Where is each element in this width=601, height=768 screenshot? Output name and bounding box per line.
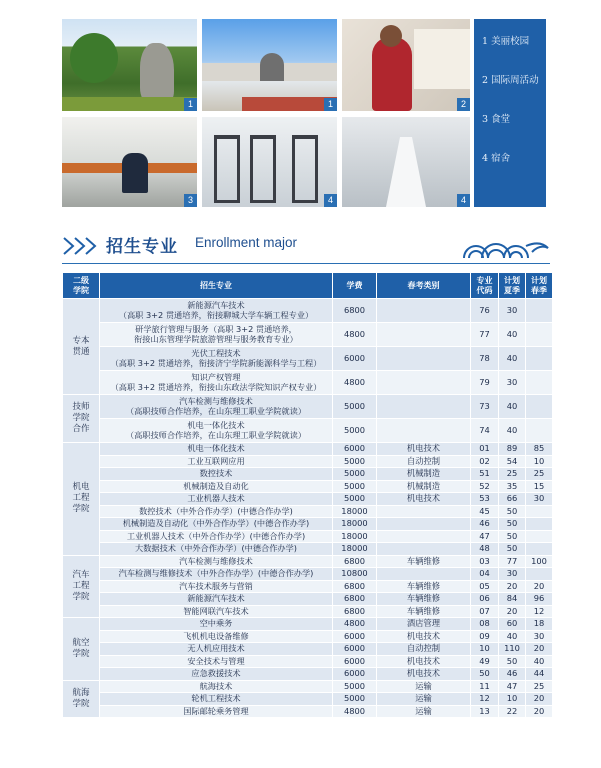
- table-row: [63, 643, 553, 656]
- major-cell: 智能网联汽车技术: [100, 605, 333, 618]
- category-cell: [377, 371, 471, 395]
- major-cell: 新能源汽车技术 （高职 3+2 贯通培养，衔接聊城大学车辆工程专业）: [100, 299, 333, 323]
- code-cell: 07: [471, 605, 499, 618]
- code-cell: 52: [471, 480, 499, 493]
- category-cell: 机电技术: [377, 493, 471, 506]
- category-cell: [377, 505, 471, 518]
- header-category: 春考类别: [377, 273, 471, 299]
- header-fee: 学费: [333, 273, 377, 299]
- photo-gallery: [62, 19, 546, 207]
- summer-plan-cell: 30: [499, 371, 526, 395]
- college-cell: 技师 学院 合作: [63, 395, 100, 443]
- major-cell: 工业机器人技术（中外合作办学）(中德合作办学): [100, 530, 333, 543]
- code-cell: 45: [471, 505, 499, 518]
- legend-item: 2 国际周活动: [482, 75, 539, 86]
- major-cell: 大数据技术（中外合作办学）(中德合作办学): [100, 543, 333, 556]
- category-cell: 机电技术: [377, 630, 471, 643]
- photo-dormitory-room: [202, 117, 337, 207]
- code-cell: 48: [471, 543, 499, 556]
- legend-item: 3 食堂: [482, 114, 511, 125]
- fee-cell: 18000: [333, 543, 377, 556]
- spring-plan-cell: 100: [526, 555, 553, 568]
- code-cell: 50: [471, 668, 499, 681]
- spring-plan-cell: 85: [526, 443, 553, 456]
- college-cell: 机电 工程 学院: [63, 443, 100, 556]
- major-cell: 汽车检测与维修技术（中外合作办学）(中德合作办学): [100, 568, 333, 581]
- category-cell: 机械制造: [377, 468, 471, 481]
- fee-cell: 6800: [333, 555, 377, 568]
- fee-cell: 6000: [333, 655, 377, 668]
- major-cell: 知识产权管理 （高职 3+2 贯通培养，衔接山东政法学院知识产权专业）: [100, 371, 333, 395]
- category-cell: [377, 568, 471, 581]
- table-row: [63, 323, 553, 347]
- category-cell: 车辆维修: [377, 580, 471, 593]
- wave-ornament-icon: [460, 230, 552, 260]
- code-cell: 13: [471, 705, 499, 718]
- major-cell: 工业互联网应用: [100, 455, 333, 468]
- fee-cell: 6000: [333, 443, 377, 456]
- code-cell: 11: [471, 680, 499, 693]
- major-cell: 汽车检测与维修技术 （高职技师合作培养，在山东理工职业学院就读）: [100, 395, 333, 419]
- fee-cell: 6800: [333, 593, 377, 606]
- summer-plan-cell: 40: [499, 323, 526, 347]
- summer-plan-cell: 25: [499, 468, 526, 481]
- major-cell: 工业机器人技术: [100, 493, 333, 506]
- table-row: [63, 705, 553, 718]
- code-cell: 73: [471, 395, 499, 419]
- spring-plan-cell: 25: [526, 468, 553, 481]
- spring-plan-cell: [526, 568, 553, 581]
- spring-plan-cell: [526, 518, 553, 531]
- summer-plan-cell: 84: [499, 593, 526, 606]
- spring-plan-cell: 20: [526, 580, 553, 593]
- category-cell: [377, 419, 471, 443]
- table-row: [63, 543, 553, 556]
- spring-plan-cell: [526, 543, 553, 556]
- category-cell: 运输: [377, 680, 471, 693]
- summer-plan-cell: 54: [499, 455, 526, 468]
- fee-cell: 18000: [333, 518, 377, 531]
- code-cell: 08: [471, 618, 499, 631]
- category-cell: [377, 299, 471, 323]
- spring-plan-cell: [526, 323, 553, 347]
- code-cell: 04: [471, 568, 499, 581]
- spring-plan-cell: 18: [526, 618, 553, 631]
- code-cell: 77: [471, 323, 499, 347]
- category-cell: 机电技术: [377, 668, 471, 681]
- summer-plan-cell: 89: [499, 443, 526, 456]
- photo-campus-building: [202, 19, 337, 111]
- summer-plan-cell: 50: [499, 655, 526, 668]
- header-code: 专业 代码: [471, 273, 499, 299]
- summer-plan-cell: 50: [499, 505, 526, 518]
- fee-cell: 5000: [333, 395, 377, 419]
- spring-plan-cell: [526, 419, 553, 443]
- summer-plan-cell: 35: [499, 480, 526, 493]
- header-summer: 计划 夏季: [499, 273, 526, 299]
- photo-campus-garden: [62, 19, 197, 111]
- summer-plan-cell: 50: [499, 530, 526, 543]
- table-row: [63, 371, 553, 395]
- table-row: [63, 395, 553, 419]
- spring-plan-cell: 96: [526, 593, 553, 606]
- category-cell: 车辆维修: [377, 593, 471, 606]
- fee-cell: 6000: [333, 668, 377, 681]
- summer-plan-cell: 40: [499, 419, 526, 443]
- fee-cell: 5000: [333, 419, 377, 443]
- summer-plan-cell: 60: [499, 618, 526, 631]
- table-row: [63, 299, 553, 323]
- table-row: [63, 693, 553, 706]
- table-row: [63, 518, 553, 531]
- table-row: [63, 630, 553, 643]
- fee-cell: 6800: [333, 299, 377, 323]
- code-cell: 47: [471, 530, 499, 543]
- major-cell: 安全技术与管理: [100, 655, 333, 668]
- category-cell: [377, 530, 471, 543]
- spring-plan-cell: 30: [526, 493, 553, 506]
- spring-plan-cell: [526, 505, 553, 518]
- summer-plan-cell: 30: [499, 568, 526, 581]
- summer-plan-cell: 20: [499, 580, 526, 593]
- spring-plan-cell: 12: [526, 605, 553, 618]
- spring-plan-cell: 20: [526, 705, 553, 718]
- category-cell: 运输: [377, 693, 471, 706]
- table-row: [63, 580, 553, 593]
- table-row: [63, 468, 553, 481]
- table-row: [63, 618, 553, 631]
- table-row: [63, 455, 553, 468]
- major-cell: 国际邮轮乘务管理: [100, 705, 333, 718]
- fee-cell: 4800: [333, 705, 377, 718]
- table-row: [63, 505, 553, 518]
- fee-cell: 18000: [333, 505, 377, 518]
- photo-canteen: [62, 117, 197, 207]
- code-cell: 76: [471, 299, 499, 323]
- code-cell: 02: [471, 455, 499, 468]
- major-cell: 数控技术（中外合作办学）(中德合作办学): [100, 505, 333, 518]
- spring-plan-cell: [526, 371, 553, 395]
- code-cell: 10: [471, 643, 499, 656]
- category-cell: 酒店管理: [377, 618, 471, 631]
- fee-cell: 6800: [333, 605, 377, 618]
- category-cell: [377, 395, 471, 419]
- code-cell: 01: [471, 443, 499, 456]
- major-cell: 机械制造及自动化: [100, 480, 333, 493]
- code-cell: 06: [471, 593, 499, 606]
- fee-cell: 5000: [333, 693, 377, 706]
- table-row: [63, 568, 553, 581]
- enrollment-table: [62, 272, 553, 718]
- summer-plan-cell: 47: [499, 680, 526, 693]
- college-cell: 汽车 工程 学院: [63, 555, 100, 618]
- code-cell: 53: [471, 493, 499, 506]
- fee-cell: 5000: [333, 680, 377, 693]
- photo-tag: 3: [184, 194, 197, 207]
- fee-cell: 6800: [333, 580, 377, 593]
- major-cell: 机电一体化技术: [100, 443, 333, 456]
- summer-plan-cell: 40: [499, 347, 526, 371]
- spring-plan-cell: [526, 395, 553, 419]
- spring-plan-cell: [526, 299, 553, 323]
- photo-dormitory-corridor: [342, 117, 470, 207]
- major-cell: 应急救援技术: [100, 668, 333, 681]
- code-cell: 09: [471, 630, 499, 643]
- photo-tag: 4: [457, 194, 470, 207]
- fee-cell: 6000: [333, 347, 377, 371]
- major-cell: 汽车技术服务与营销: [100, 580, 333, 593]
- category-cell: 机电技术: [377, 443, 471, 456]
- photo-tag: 2: [457, 98, 470, 111]
- table-row: [63, 655, 553, 668]
- category-cell: [377, 347, 471, 371]
- table-row: [63, 347, 553, 371]
- major-cell: 航海技术: [100, 680, 333, 693]
- photo-tag: 4: [324, 194, 337, 207]
- header-spring: 计划 春季: [526, 273, 553, 299]
- summer-plan-cell: 110: [499, 643, 526, 656]
- spring-plan-cell: 30: [526, 630, 553, 643]
- table-row: [63, 680, 553, 693]
- summer-plan-cell: 40: [499, 630, 526, 643]
- fee-cell: 10800: [333, 568, 377, 581]
- spring-plan-cell: 15: [526, 480, 553, 493]
- major-cell: 新能源汽车技术: [100, 593, 333, 606]
- category-cell: 机械制造: [377, 480, 471, 493]
- fee-cell: 6000: [333, 630, 377, 643]
- major-cell: 无人机应用技术: [100, 643, 333, 656]
- category-cell: [377, 543, 471, 556]
- summer-plan-cell: 40: [499, 395, 526, 419]
- table-row: [63, 493, 553, 506]
- table-row: [63, 555, 553, 568]
- header-major: 招生专业: [100, 273, 333, 299]
- fee-cell: 18000: [333, 530, 377, 543]
- college-cell: 专本 贯通: [63, 299, 100, 395]
- summer-plan-cell: 30: [499, 299, 526, 323]
- spring-plan-cell: 20: [526, 643, 553, 656]
- code-cell: 46: [471, 518, 499, 531]
- major-cell: 机械制造及自动化（中外合作办学）(中德合作办学): [100, 518, 333, 531]
- photo-tag: 1: [324, 98, 337, 111]
- category-cell: 自动控制: [377, 643, 471, 656]
- code-cell: 49: [471, 655, 499, 668]
- major-cell: 轮机工程技术: [100, 693, 333, 706]
- code-cell: 12: [471, 693, 499, 706]
- section-subtitle: Enrollment major: [195, 235, 298, 250]
- summer-plan-cell: 50: [499, 518, 526, 531]
- major-cell: 机电一体化技术 （高职技师合作培养，在山东理工职业学院就读）: [100, 419, 333, 443]
- fee-cell: 4800: [333, 323, 377, 347]
- code-cell: 05: [471, 580, 499, 593]
- table-row: [63, 480, 553, 493]
- category-cell: 运输: [377, 705, 471, 718]
- major-cell: 飞机机电设备维修: [100, 630, 333, 643]
- spring-plan-cell: 20: [526, 693, 553, 706]
- category-cell: 自动控制: [377, 455, 471, 468]
- fee-cell: 4800: [333, 618, 377, 631]
- code-cell: 74: [471, 419, 499, 443]
- table-row: [63, 593, 553, 606]
- section-header: [62, 228, 552, 264]
- college-cell: 航海 学院: [63, 680, 100, 718]
- category-cell: [377, 518, 471, 531]
- spring-plan-cell: 40: [526, 655, 553, 668]
- section-divider: [62, 263, 550, 264]
- summer-plan-cell: 10: [499, 693, 526, 706]
- major-cell: 光伏工程技术 （高职 3+2 贯通培养，衔接济宁学院新能源科学与工程）: [100, 347, 333, 371]
- enrollment-table-body: [63, 299, 553, 718]
- table-row: [63, 605, 553, 618]
- spring-plan-cell: [526, 530, 553, 543]
- header-college: 二级 学院: [63, 273, 100, 299]
- spring-plan-cell: 44: [526, 668, 553, 681]
- summer-plan-cell: 46: [499, 668, 526, 681]
- category-cell: 车辆维修: [377, 555, 471, 568]
- spring-plan-cell: [526, 347, 553, 371]
- code-cell: 03: [471, 555, 499, 568]
- legend-item: 1 美丽校园: [482, 36, 530, 47]
- section-title: 招生专业: [106, 237, 178, 257]
- triple-arrow-icon: [62, 236, 102, 256]
- college-cell: 航空 学院: [63, 618, 100, 681]
- fee-cell: 5000: [333, 480, 377, 493]
- table-row: [63, 419, 553, 443]
- summer-plan-cell: 66: [499, 493, 526, 506]
- category-cell: 车辆维修: [377, 605, 471, 618]
- major-cell: 数控技术: [100, 468, 333, 481]
- fee-cell: 5000: [333, 468, 377, 481]
- code-cell: 79: [471, 371, 499, 395]
- table-row: [63, 530, 553, 543]
- category-cell: 机电技术: [377, 655, 471, 668]
- code-cell: 51: [471, 468, 499, 481]
- fee-cell: 6000: [333, 643, 377, 656]
- code-cell: 78: [471, 347, 499, 371]
- legend-item: 4 宿舍: [482, 153, 511, 164]
- spring-plan-cell: 10: [526, 455, 553, 468]
- major-cell: 空中乘务: [100, 618, 333, 631]
- summer-plan-cell: 77: [499, 555, 526, 568]
- fee-cell: 5000: [333, 455, 377, 468]
- fee-cell: 4800: [333, 371, 377, 395]
- major-cell: 汽车检测与维修技术: [100, 555, 333, 568]
- photo-legend: [474, 19, 546, 207]
- spring-plan-cell: 25: [526, 680, 553, 693]
- summer-plan-cell: 50: [499, 543, 526, 556]
- summer-plan-cell: 20: [499, 605, 526, 618]
- table-row: [63, 443, 553, 456]
- photo-tag: 1: [184, 98, 197, 111]
- photo-international-week: [342, 19, 470, 111]
- category-cell: [377, 323, 471, 347]
- major-cell: 研学旅行管理与服务（高职 3+2 贯通培养， 衔接山东管理学院旅游管理与服务教育专业）: [100, 323, 333, 347]
- table-row: [63, 668, 553, 681]
- fee-cell: 5000: [333, 493, 377, 506]
- summer-plan-cell: 22: [499, 705, 526, 718]
